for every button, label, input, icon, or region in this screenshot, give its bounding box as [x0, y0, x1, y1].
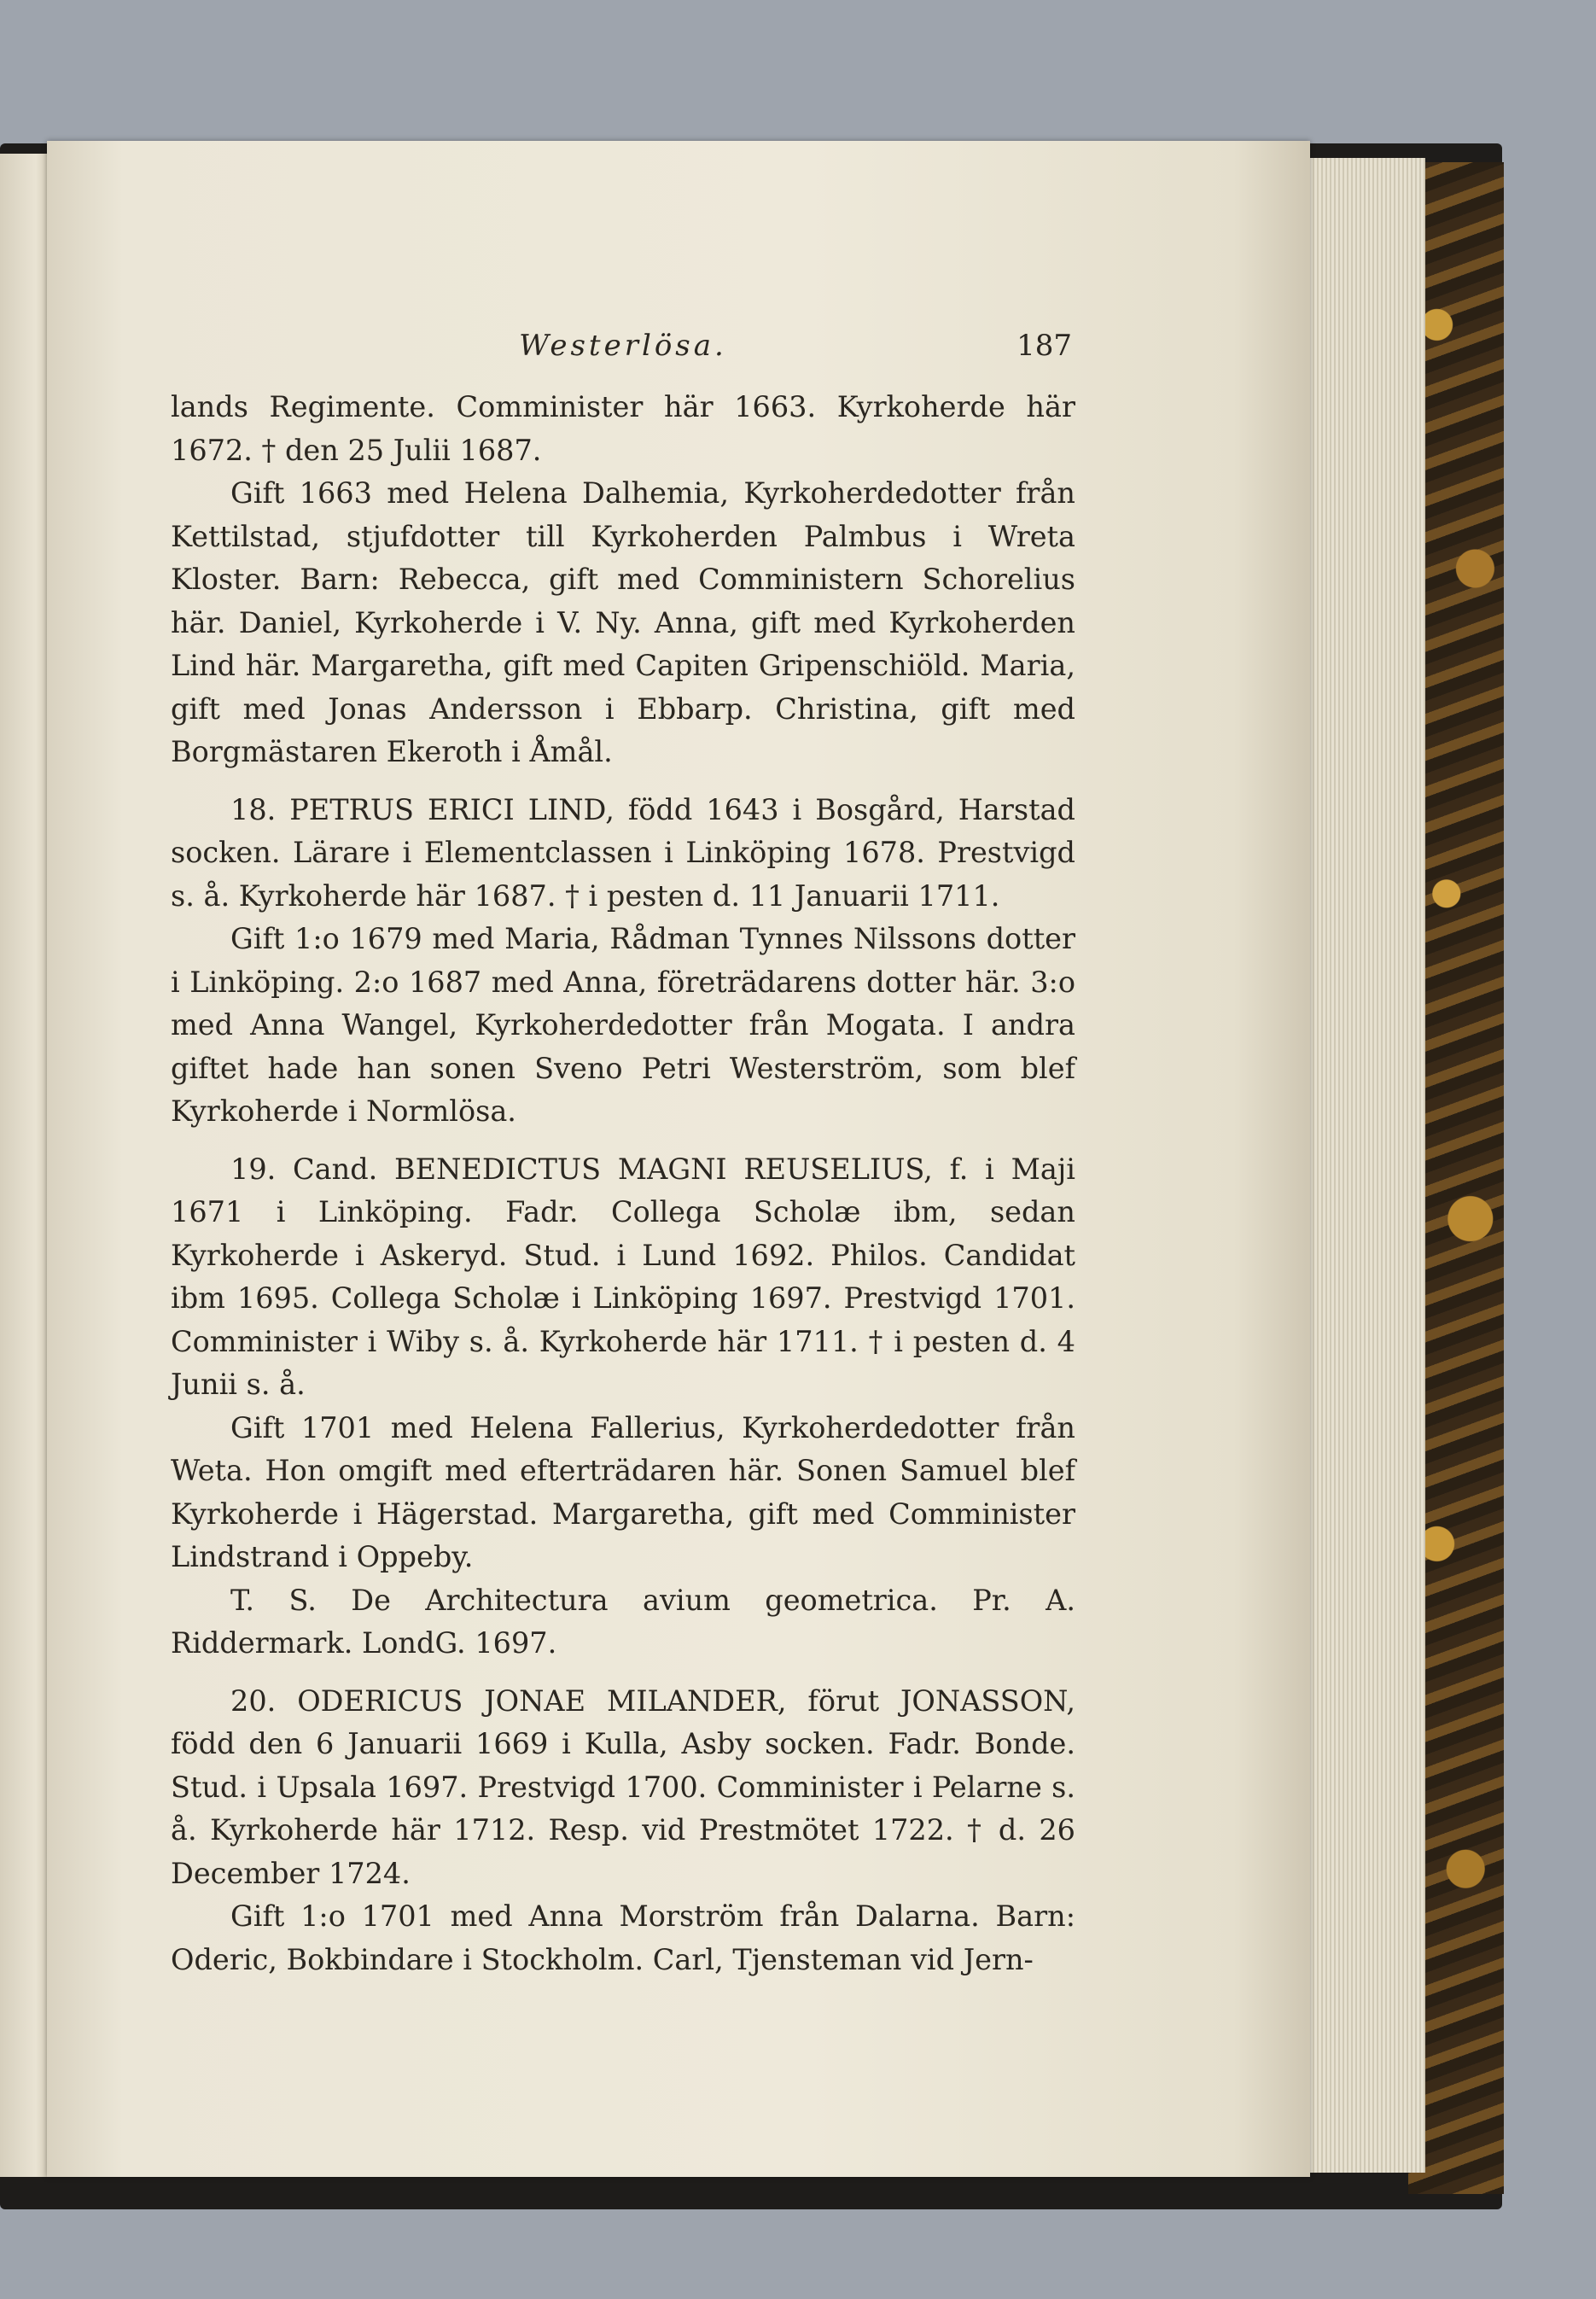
page-number: 187 — [1016, 329, 1072, 363]
running-title: Westerlösa. — [519, 329, 727, 363]
entry-19: 19. Cand. BENEDICTUS MAGNI REUSELIUS, f. i Maji 1671 i Linköping. Fadr. Collega Scholæ ibm, sedan Kyrkoherde i Askeryd. Stud. i Lund 1692. Philos. Candidat ibm 1695. Collega Scholæ i Linköping 1697. Prestvigd 1701. Comminister i Wiby s. å. Kyrkoherde här 1711. † i pesten d. 4 Junii s. å. — [171, 1152, 1075, 1401]
thesis-note: T. S. De Architectura avium geometrica. Pr. A. Riddermark. LondG. 1697. — [171, 1583, 1075, 1660]
page-body — [171, 386, 1075, 1981]
paragraph: Gift 1663 med Helena Dalhemia, Kyrkoherdedotter från Kettilstad, stjufdotter till Kyrkoherden Palmbus i Wreta Kloster. Barn: Rebecca, gift med Comministern Schorelius här. Daniel, Kyrkoherde i V. Ny. Anna, gift med Kyrkoherden Lind här. Margaretha, gift med Capiten Gripenschiöld. Maria, gift med Jonas Andersson i Ebbarp. Christina, gift med Borgmästaren Ekeroth i Åmål. — [171, 476, 1075, 768]
page-edges — [1297, 158, 1425, 2173]
entry-18: 18. PETRUS ERICI LIND, född 1643 i Bosgård, Harstad socken. Lärare i Elementclassen i Linköping 1678. Prestvigd s. å. Kyrkoherde här 1687. † i pesten d. 11 Januarii 1711. — [171, 792, 1075, 913]
running-header — [171, 329, 1075, 371]
paragraph: Gift 1:o 1679 med Maria, Rådman Tynnes Nilssons dotter i Linköping. 2:o 1687 med Anna, företrädarens dotter här. 3:o med Anna Wangel, Kyrkoherdedotter från Mogata. I andra giftet hade han sonen Sveno Petri Westerström, som blef Kyrkoherde i Normlösa. — [171, 922, 1075, 1128]
entry-20: 20. ODERICUS JONAE MILANDER, förut JONASSON, född den 6 Januarii 1669 i Kulla, Asby socken. Fadr. Bonde. Stud. i Upsala 1697. Prestvigd 1700. Comminister i Pelarne s. å. Kyrkoherde här 1712. Resp. vid Prestmötet 1722. † d. 26 December 1724. — [171, 1683, 1075, 1890]
paragraph: Gift 1701 med Helena Fallerius, Kyrkoherdedotter från Weta. Hon omgift med efterträdaren här. Sonen Samuel blef Kyrkoherde i Hägerstad. Margaretha, gift med Comminister Lindstrand i Oppeby. — [171, 1410, 1075, 1573]
previous-page-edge — [0, 154, 51, 2177]
paragraph: Gift 1:o 1701 med Anna Morström från Dalarna. Barn: Oderic, Bokbindare i Stockholm. Carl, Tjensteman vid Jern- — [171, 1899, 1075, 1976]
paragraph: lands Regimente. Comminister här 1663. Kyrkoherde här 1672. † den 25 Julii 1687. — [171, 390, 1075, 467]
